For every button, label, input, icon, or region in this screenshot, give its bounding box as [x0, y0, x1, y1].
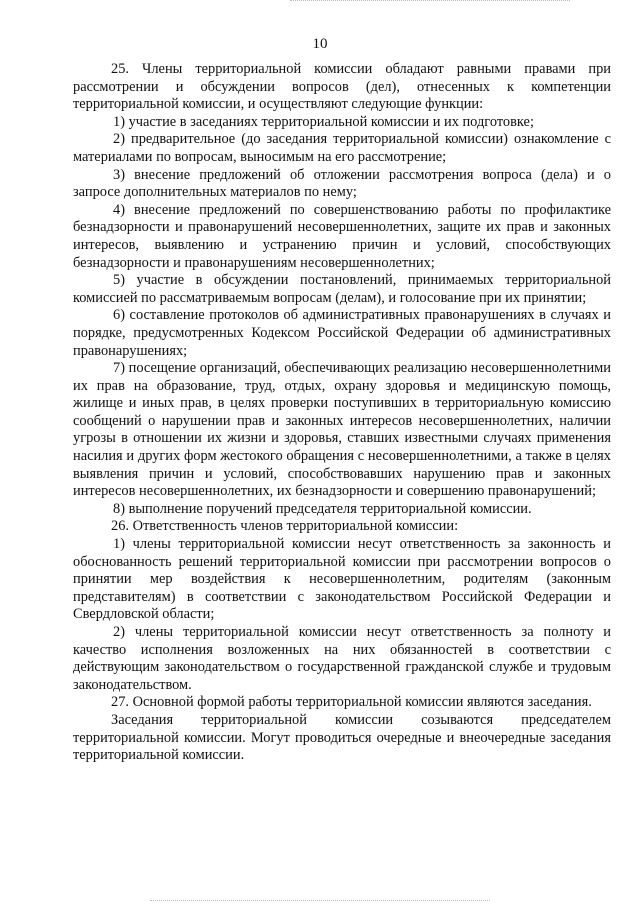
paragraph-26: 26. Ответственность членов территориальной комиссии: — [111, 518, 459, 535]
list-item-7: 7) посещение организаций, обеспечивающих реализацию несовершеннолетними их прав на образование, труд, отдых, охрану здоровья и медицинскую помощь, жилище и иных прав, в целях проверки поступивших в территориальную комиссию сообщений о нарушении прав и законных интересов несовершеннолетних, наличии угрозы в отношении их жизни и здоровья, ставших известными случаях применения насилия и других форм жестокого обращения с несовершеннолетними, а также в целях выявления причин и условий, способствовавших нарушению прав и законных интересов несовершеннолетних, их безнадзорности и совершению правонарушений; — [73, 360, 611, 500]
list-item-3: 3) внесение предложений об отложении рассмотрения вопроса (дела) и о запросе дополнительных материалов по нему; — [73, 166, 611, 201]
paragraph-25: 25. Члены территориальной комиссии обладают равными правами при рассмотрении и обсуждении вопросов (дел), отнесенных к компетенции территориальной комиссии, и осуществляют следующие функции: — [73, 61, 611, 113]
page-number: 10 — [312, 36, 328, 52]
scan-artifact-top — [290, 0, 570, 4]
list-item-2: 2) предварительное (до заседания территориальной комиссии) ознакомление с материалами по вопросам, выносимым на его рассмотрение; — [73, 131, 611, 165]
list-item-8: 8) выполнение поручений председателя территориальной комиссии. — [113, 500, 532, 517]
paragraph-meetings: Заседания территориальной комиссии созываются председателем территориальной комиссии. Могут проводиться очередные и внеочередные заседания территориальной комиссии. — [73, 711, 611, 764]
scan-artifact-bottom — [150, 900, 490, 904]
list-item-4: 4) внесение предложений по совершенствованию работы по профилактике безнадзорности и правонарушений несовершеннолетних, защите их прав и законных интересов, выявлению и устранению причин и условий, способствующих безнадзорности и правонарушениям несовершеннолетних; — [73, 201, 611, 271]
list-item-1: 1) участие в заседаниях территориальной комиссии и их подготовке; — [113, 113, 534, 130]
list-item-26-1: 1) члены территориальной комиссии несут ответственность за законность и обоснованность решений территориальной комиссии при рассмотрении вопросов о принятии мер воздействия к несовершеннолетним, родителям (законным представителям) в соответствии с законодательством Российской Федерации и Свердловской области; — [73, 536, 611, 623]
list-item-6: 6) составление протоколов об административных правонарушениях в случаях и порядке, предусмотренных Кодексом Российской Федерации об административных правонарушениях; — [73, 307, 611, 359]
list-item-26-2: 2) члены территориальной комиссии несут ответственность за полноту и качество исполнения возложенных на них обязанностей в соответствии с действующим законодательством о государственной гражданской службе и трудовым законодательством. — [73, 624, 611, 693]
document-body — [73, 61, 611, 765]
paragraph-27: 27. Основной формой работы территориальной комиссии являются заседания. — [111, 694, 592, 711]
list-item-5: 5) участие в обсуждении постановлений, принимаемых территориальной комиссией по рассматриваемым вопросам (делам), и голосование при их принятии; — [73, 272, 611, 306]
